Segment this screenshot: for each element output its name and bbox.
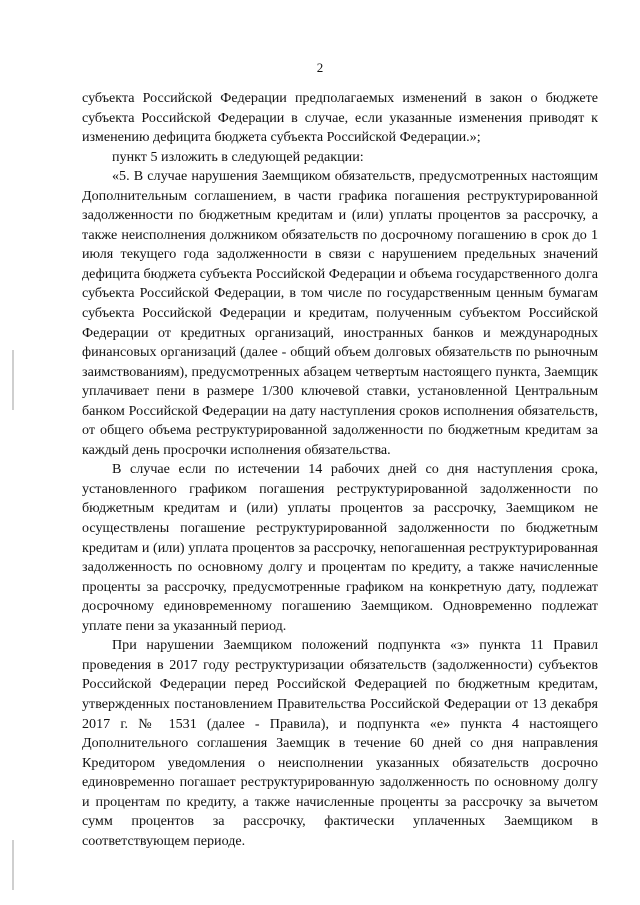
scan-edge-mark — [12, 350, 14, 410]
paragraph-violation: При нарушении Заемщиком положений подпункта «з» пункта 11 Правил проведения в 2017 году реструктуризации обязательств (задолженности) субъектов Российской Федерации перед Российской Федерацией по бюджетным кредитам, утвержденных постановлением Правительства Российской Федерации от 13 декабря 2017 г. № 1531 (далее - Правила), и подпункта «е» пункта 4 настоящего Дополнительного соглашения Заемщик в течение 60 дней со дня направления Кредитором уведомления о неисполнении указанных обязательств досрочно единовременно погашает реструктурированную задолженность по основному долгу и процентам по кредиту, а также начисленные проценты за рассрочку за вычетом сумм процентов за рассрочку, фактически уплаченных Заемщиком в соответствующем периоде. — [82, 637, 598, 849]
page-number: 2 — [316, 60, 324, 75]
document-body — [82, 89, 598, 851]
paragraph-instruction: пункт 5 изложить в следующей редакции: — [112, 148, 364, 165]
paragraph-clause-5: «5. В случае нарушения Заемщиком обязательств, предусмотренных настоящим Дополнительным соглашением, в части графика погашения реструктурированной задолженности по бюджетным кредитам и (или) уплаты процентов за рассрочку, а также неисполнения должником обязательств по досрочному погашению в срок до 1 июля текущего года задолженности в связи с нарушением предельных значений дефицита бюджета субъекта Российской Федерации и объема государственного долга субъекта Российской Федерации, в том числе по государственным ценным бумагам субъекта Российской Федерации и кредитам, полученным субъектом Российской Федерации от кредитных организаций, иностранных банков и международных финансовых организаций (далее - общий объем долговых обязательств по рыночным заимствованиям), предусмотренных абзацем четвертым настоящего пункта, Заемщик уплачивает пени в размере 1/300 ключевой ставки, установленной Центральным банком Российской Федерации на дату наступления сроков исполнения обязательств, от общего объема реструктурированной задолженности по бюджетным кредитам за каждый день просрочки исполнения обязательства. — [82, 168, 598, 458]
scan-edge-mark — [12, 840, 14, 890]
paragraph-overdue: В случае если по истечении 14 рабочих дней со дня наступления срока, установленного графиком погашения реструктурированной задолженности по бюджетным кредитам и (или) уплаты процентов за рассрочку, Заемщиком не осуществлены погашение реструктурированной задолженности по бюджетным кредитам и (или) уплата процентов за рассрочку, непогашенная реструктурированная задолженность по основному долгу и процентам по кредиту, а также начисленные проценты за рассрочку, предусмотренные графиком на конкретную дату, подлежат досрочному единовременному погашению Заемщиком. Одновременно подлежат уплате пени за указанный период. — [82, 461, 598, 634]
paragraph-continuation: субъекта Российской Федерации предполагаемых изменений в закон о бюджете субъекта Российской Федерации в случае, если указанные изменения приводят к изменению дефицита бюджета субъекта Российской Федерации.»; — [82, 90, 598, 146]
